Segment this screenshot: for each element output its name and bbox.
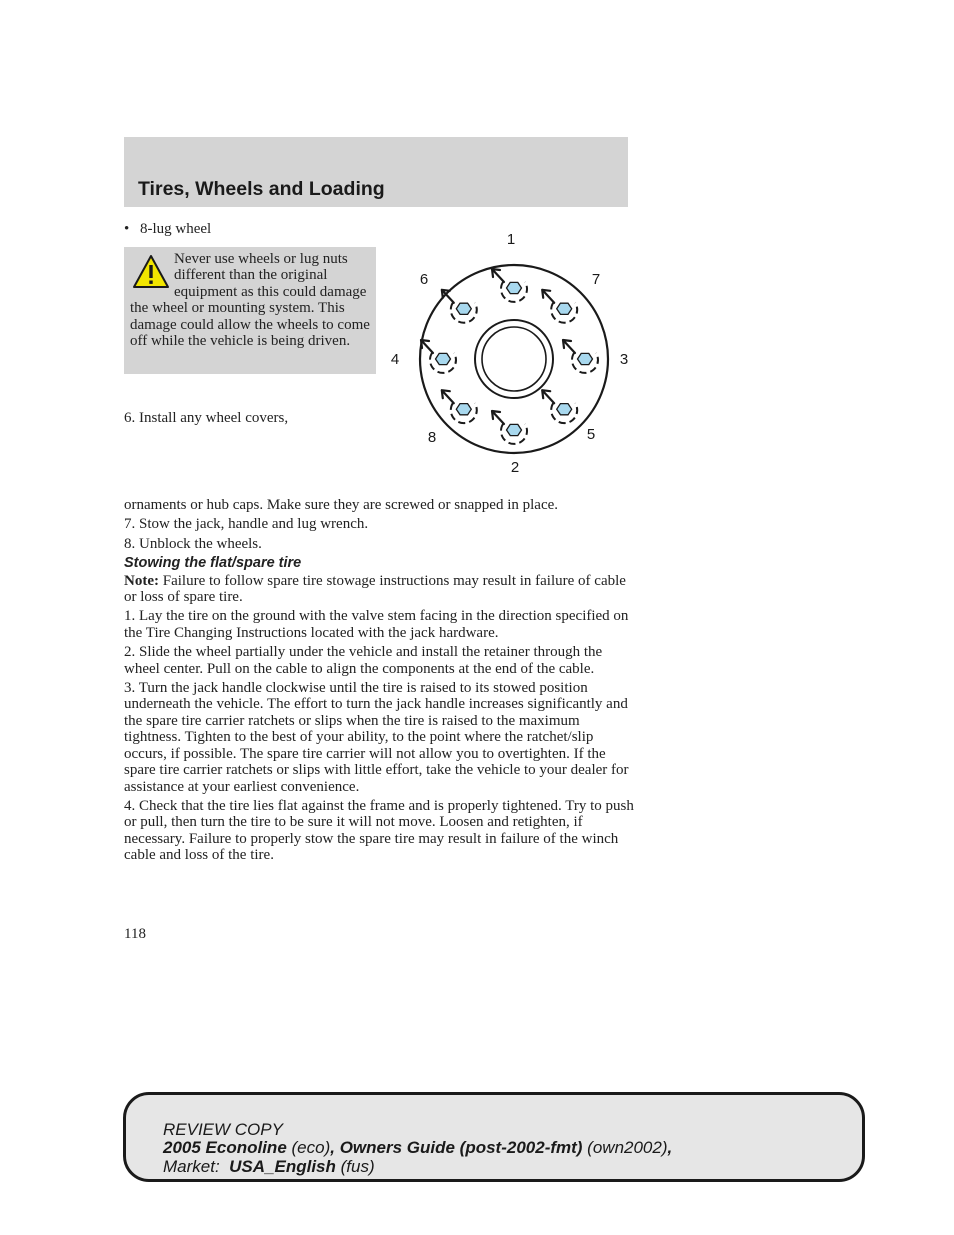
footer-guide-code: (own2002)	[582, 1138, 668, 1158]
stowing-heading: Stowing the flat/spare tire	[124, 555, 302, 572]
hub-inner-ring	[482, 327, 546, 391]
stowing-step-2: 2. Slide the wheel partially under the vehicle and install the retainer through the wheel center. Pull on the cable to align the components at the end of the cable.	[124, 644, 603, 677]
note-paragraph	[124, 573, 634, 606]
lug-nuts	[421, 269, 601, 444]
stowing-step-1: 1. Lay the tire on the ground with the valve stem facing in the direction specified on the Tire Changing Instructions located with the jack hardware.	[124, 608, 629, 641]
step-7-text: 7. Stow the jack, handle and lug wrench.	[124, 516, 369, 533]
stowing-step-3: 3. Turn the jack handle clockwise until the tire is raised to its stowed position underneath the vehicle. The effort to turn the jack handle increases significantly and the spare tire carrier ratchets or slips when the tire is raised to the maximum tightness. Tighten to the best of your ability, to the point where the ratchet/slip occurs, if possible. The spare tire carrier will not allow you to overtighten. If the spare tire carrier ratchets or slips with little effort, take the vehicle to your dealer for assistance at your earliest convenience.	[124, 680, 629, 795]
footer-model: 2005 Econoline	[163, 1138, 287, 1158]
step-8-text: 8. Unblock the wheels.	[124, 535, 262, 552]
footer-market-code: (fus)	[335, 1156, 375, 1176]
lug-nut	[492, 269, 527, 302]
lug-nut-tightening-diagram	[380, 222, 640, 482]
sequence-label-6: 6	[419, 271, 429, 288]
lug-nut	[563, 340, 598, 373]
footer-comma: ,	[667, 1138, 673, 1158]
lug-nut	[542, 290, 577, 323]
stowing-step-4: 4. Check that the tire lies flat against the frame and is properly tightened. Try to push or pull, then turn the tire to be sure it will not move. Loosen and retighten, if necessary. Failure to properly stow the spare tire may result in failure of the winch cable and loss of the tire.	[124, 797, 634, 864]
page-title: Tires, Wheels and Loading	[138, 178, 385, 200]
footer-text	[163, 1121, 672, 1176]
bullet-symbol: •	[124, 221, 130, 237]
review-copy-label: REVIEW COPY	[163, 1120, 283, 1139]
sequence-label-4: 4	[390, 351, 400, 368]
sequence-label-7: 7	[591, 271, 601, 288]
footer-model-code: (eco)	[286, 1138, 331, 1158]
instructions	[124, 497, 634, 867]
lug-nut	[542, 390, 577, 423]
sequence-label-5: 5	[586, 426, 596, 443]
footer-guide: , Owners Guide (post-2002-fmt)	[330, 1138, 583, 1158]
lug-nut	[442, 390, 477, 423]
warning-triangle-icon	[132, 254, 170, 290]
page-number: 118	[124, 926, 146, 942]
section-header	[124, 137, 628, 207]
step-6-continuation: ornaments or hub caps. Make sure they are screwed or snapped in place.	[124, 497, 559, 513]
warning-text: Never use wheels or lug nuts different than the original equipment as this could damage the wheel or mounting system. This damage could allow the wheels to come off while the vehicle is being driven.	[130, 251, 370, 350]
bullet-text: 8-lug wheel	[140, 221, 212, 237]
hub-outer-ring	[475, 320, 553, 398]
footer-market: USA_English	[229, 1156, 336, 1176]
note-text: Failure to follow spare tire stowage instructions may result in failure of cable or loss of spare tire.	[124, 572, 626, 606]
warning-box	[124, 247, 376, 374]
sequence-label-8: 8	[427, 429, 437, 446]
lug-nut	[421, 340, 456, 373]
bullet-item	[124, 221, 211, 237]
step-6-text: 6. Install any wheel covers,	[124, 410, 289, 426]
footer-line-2	[163, 1139, 672, 1157]
note-label: Note:	[124, 572, 159, 589]
sequence-label-3: 3	[619, 351, 629, 368]
review-copy-footer	[123, 1092, 865, 1182]
sequence-label-1: 1	[506, 231, 516, 248]
lug-nut	[492, 411, 527, 444]
sequence-label-2: 2	[510, 459, 520, 476]
lug-nut	[442, 290, 477, 323]
footer-line-3	[163, 1158, 672, 1176]
sequence-labels	[391, 231, 628, 476]
footer-market-label: Market:	[163, 1156, 220, 1176]
